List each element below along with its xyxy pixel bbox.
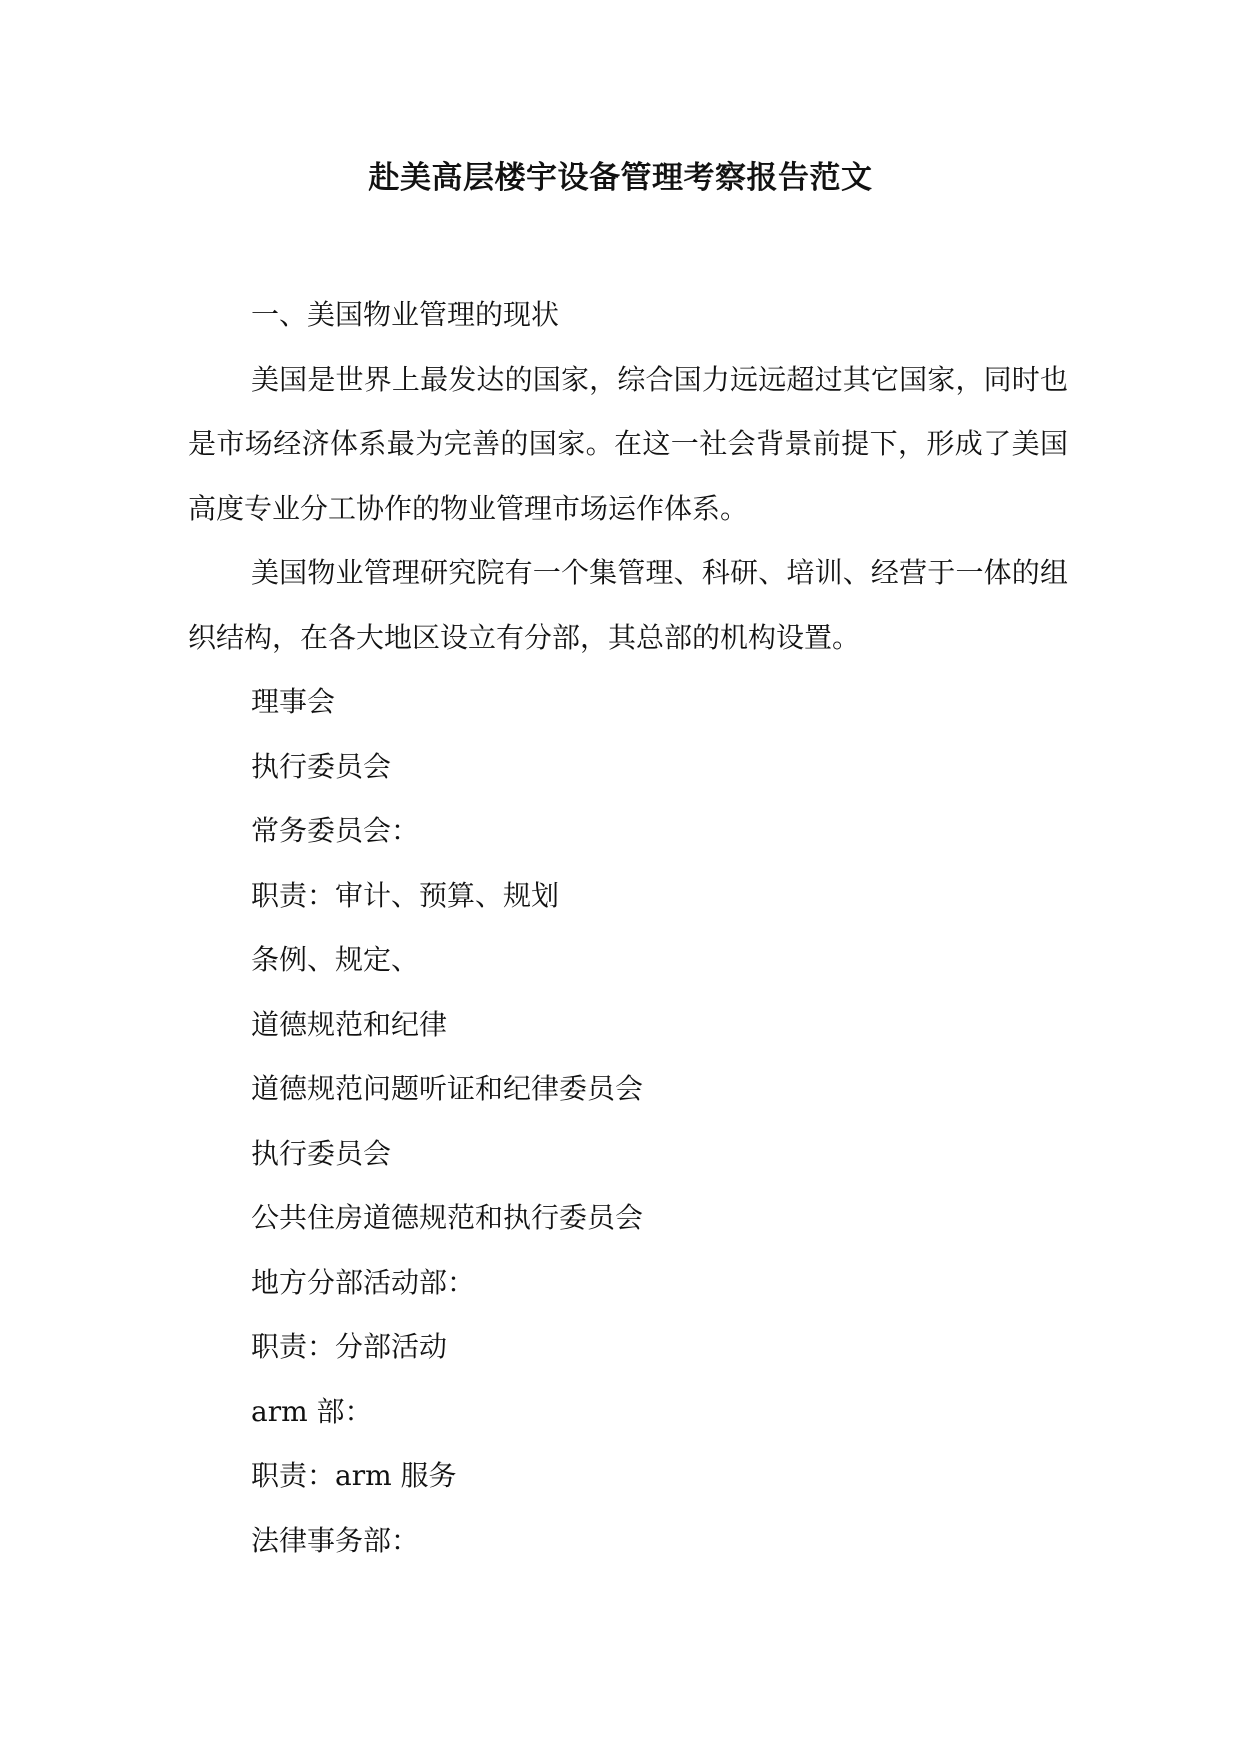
org-item: 职责：分部活动 (251, 1330, 448, 1363)
org-item: 地方分部活动部： (251, 1265, 476, 1299)
org-item: 常务委员会： (251, 814, 420, 847)
org-item: 执行委员会 (251, 749, 392, 783)
section-heading: 一、美国物业管理的现状 (251, 298, 560, 331)
paragraph: 美国是世界上最发达的国家，综合国力远远超过其它国家，同时也是市场经济体系最为完善的国家。在这一社会背景前提下，形成了美国高度专业分工协作的物业管理市场运作体系。 (188, 362, 1068, 525)
org-item: arm 部： (251, 1394, 373, 1428)
org-item: 理事会 (251, 685, 336, 718)
org-item: 执行委员会 (251, 1136, 392, 1170)
org-item: 公共住房道德规范和执行委员会 (251, 1201, 644, 1234)
org-item: 职责：审计、预算、规划 (251, 878, 560, 912)
org-item: 道德规范问题听证和纪律委员会 (251, 1072, 644, 1105)
org-item: 职责：arm 服务 (251, 1459, 457, 1492)
paragraph: 美国物业管理研究院有一个集管理、科研、培训、经营于一体的组织结构，在各大地区设立有分部，其总部的机构设置。 (188, 556, 1068, 654)
org-item: 法律事务部： (251, 1523, 420, 1557)
org-item: 道德规范和纪律 (251, 1007, 448, 1041)
document-body (188, 283, 1068, 1573)
org-item: 条例、规定、 (251, 943, 420, 976)
document-title: 赴美高层楼宇设备管理考察报告范文 (368, 160, 873, 196)
